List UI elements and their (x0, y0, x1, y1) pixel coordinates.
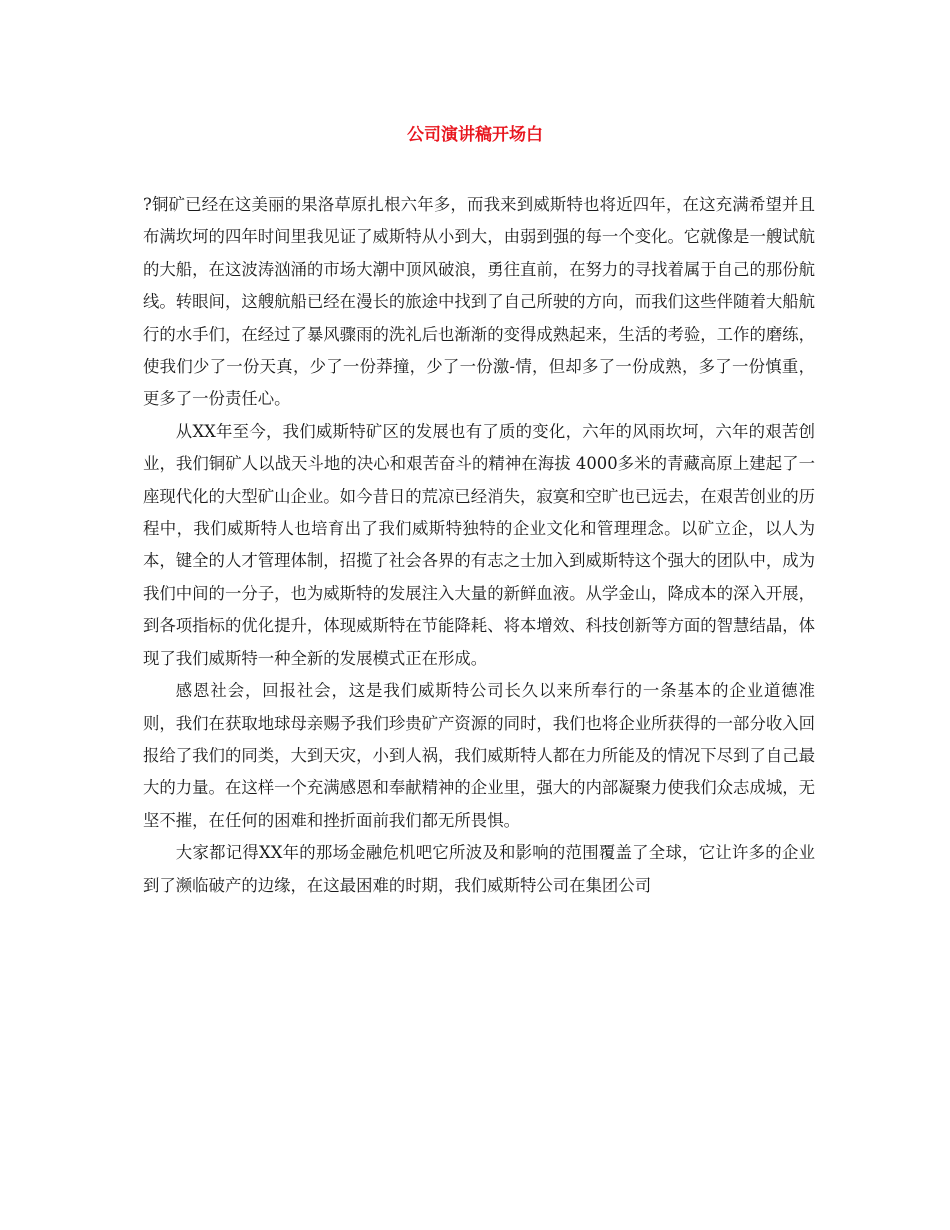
paragraph-4: 大家都记得XX年的那场金融危机吧它所波及和影响的范围覆盖了全球，它让许多的企业到了濒临破产的边缘，在这最困难的时期，我们威斯特公司在集团公司 (143, 843, 815, 895)
paragraph-3: 感恩社会，回报社会，这是我们威斯特公司长久以来所奉行的一条基本的企业道德准则，我们在获取地球母亲赐予我们珍贵矿产资源的同时，我们也将企业所获得的一部分收入回报给了我们的同类，大到天灾，小到人祸，我们威斯特人都在力所能及的情况下尽到了自己最大的力量。在这样一个充满感恩和奉献精神的企业里，强大的内部凝聚力使我们众志成城，无坚不摧，在任何的困难和挫折面前我们都无所畏惧。 (143, 681, 816, 830)
paragraph-2: 从XX年至今，我们威斯特矿区的发展也有了质的变化，六年的风雨坎坷，六年的艰苦创业，我们铜矿人以战天斗地的决心和艰苦奋斗的精神在海拔 4000多米的青藏高原上建起了一座现代化的大型矿山企业。如今昔日的荒凉已经消失，寂寞和空旷也已远去，在艰苦创业的历程中，我们威斯特人也培育出了我们威斯特独特的企业文化和管理理念。以矿立企，以人为本，键全的人才管理体制，招揽了社会各界的有志之士加入到威斯特这个强大的团队中，成为我们中间的一分子，也为威斯特的发展注入大量的新鲜血液。从学金山，降成本的深入开展，到各项指标的优化提升，体现威斯特在节能降耗、将本增效、科技创新等方面的智慧结晶，体现了我们威斯特一种全新的发展模式正在形成。 (143, 421, 816, 668)
document-title: 公司演讲稿开场白 (407, 125, 543, 145)
document-body (143, 189, 815, 902)
paragraph-1: ?铜矿已经在这美丽的果洛草原扎根六年多，而我来到威斯特也将近四年，在这充满希望并且布满坎坷的四年时间里我见证了威斯特从小到大，由弱到强的每一个变化。它就像是一艘试航的大船，在这波涛汹涌的市场大潮中顶风破浪，勇往直前，在努力的寻找着属于自己的那份航线。转眼间，这艘航船已经在漫长的旅途中找到了自己所驶的方向，而我们这些伴随着大船航行的水手们，在经过了暴风骤雨的洗礼后也渐渐的变得成熟起来，生活的考验，工作的磨练，使我们少了一份天真，少了一份莽撞，少了一份激-情，但却多了一份成熟，多了一份慎重，更多了一份责任心。 (143, 195, 816, 409)
